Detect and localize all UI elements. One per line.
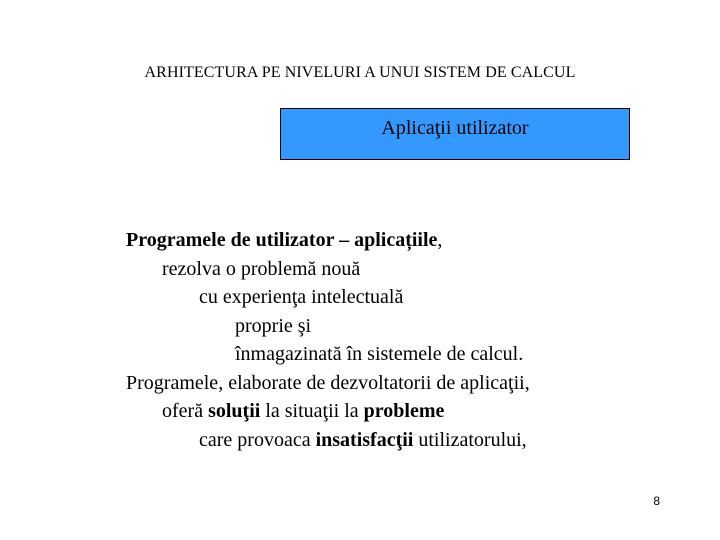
body-line-8 <box>126 426 686 455</box>
body-line-7-c: la situaţii la <box>260 400 364 422</box>
slide-body <box>126 226 686 454</box>
body-line-1-bold: Programele de utilizator – aplicațiile <box>126 229 438 251</box>
body-line-7 <box>126 397 686 426</box>
user-applications-label: Aplicaţii utilizator <box>381 117 529 139</box>
slide-title: ARHITECTURA PE NIVELURI A UNUI SISTEM DE CALCUL <box>144 64 576 81</box>
body-line-1-rest: , <box>437 229 443 251</box>
body-line-8-b: insatisfacţii <box>315 428 414 451</box>
body-line-5: înmagazinată în sistemele de calcul. <box>235 343 524 365</box>
page-number: 8 <box>653 494 660 508</box>
body-line-7-d: probleme <box>363 400 445 422</box>
body-line-8-a: care provoaca <box>199 428 316 451</box>
body-line-3: cu experienţa intelectuală <box>199 286 404 308</box>
body-line-2: rezolva o problemă nouă <box>162 257 361 280</box>
body-line-6: Programele, elaborate de dezvoltatorii de aplicaţii, <box>126 371 530 394</box>
body-line-4: proprie şi <box>235 314 312 337</box>
body-line-1 <box>126 226 686 255</box>
body-line-7-a: oferă <box>162 400 209 422</box>
user-applications-box <box>280 108 630 160</box>
body-line-7-b: soluţii <box>208 400 261 422</box>
body-line-8-c: utilizatorului, <box>413 428 527 451</box>
